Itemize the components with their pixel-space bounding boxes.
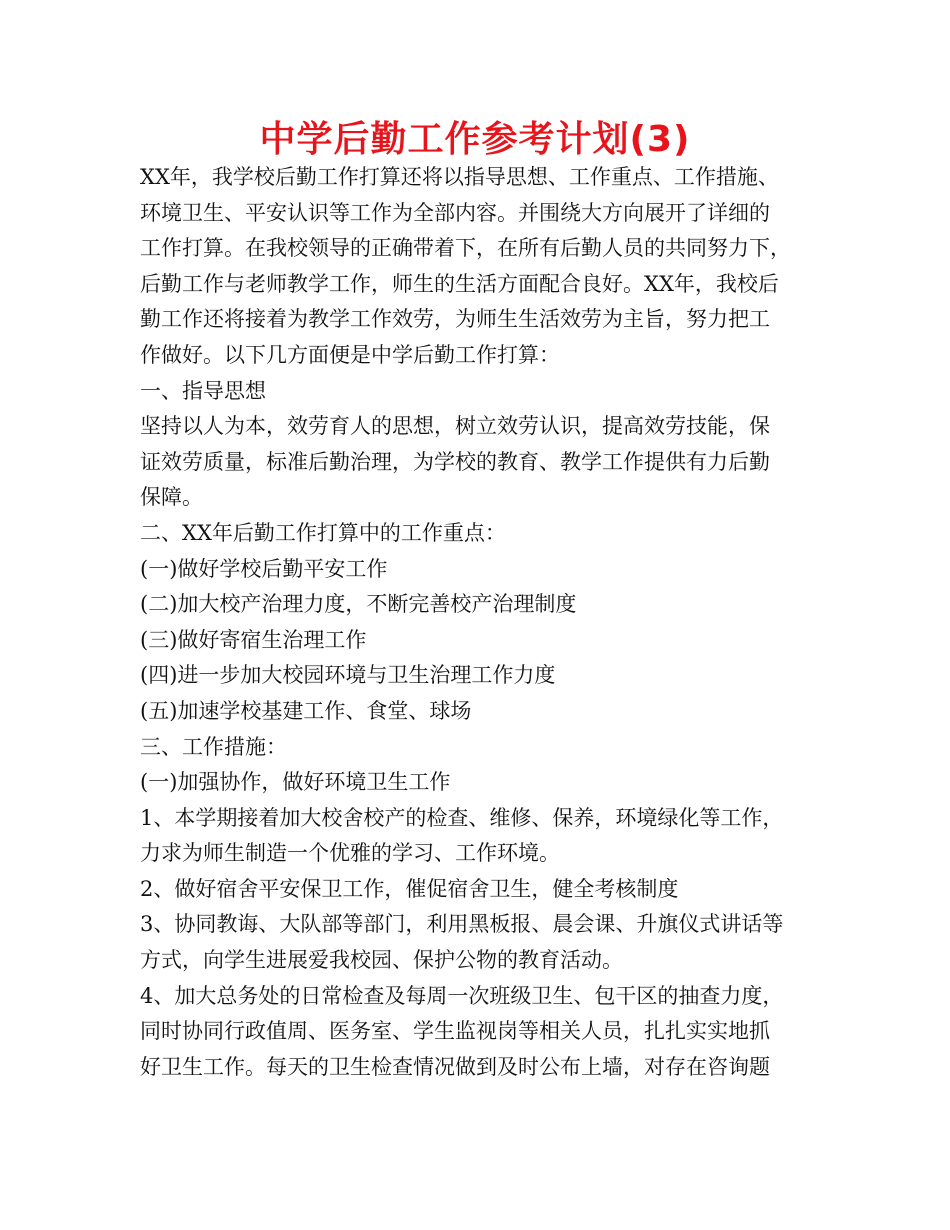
- body-line: 坚持以人为本，效劳育人的思想，树立效劳认识，提高效劳技能，保: [140, 414, 770, 439]
- body-line: 3、协同教诲、大队部等部门，利用黑板报、晨会课、升旗仪式讲话等: [140, 912, 784, 937]
- section-heading: 二、XX年后勤工作打算中的工作重点：: [140, 520, 506, 545]
- body-line: 作做好。以下几方面便是中学后勤工作打算：: [140, 342, 560, 367]
- section-heading: 三、工作措施：: [140, 734, 287, 759]
- body-line: 工作打算。在我校领导的正确带着下，在所有后勤人员的共同努力下，: [140, 236, 791, 261]
- body-line: 方式，向学生进展爱我校园、保护公物的教育活动。: [140, 948, 623, 973]
- body-line: 证效劳质量，标准后勤治理，为学校的教育、教学工作提供有力后勤: [140, 449, 770, 474]
- body-line: 力求为师生制造一个优雅的学习、工作环境。: [140, 841, 560, 866]
- body-line: 环境卫生、平安认识等工作为全部内容。并围绕大方向展开了详细的: [140, 200, 770, 225]
- body-line: XX年，我学校后勤工作打算还将以指导思想、工作重点、工作措施、: [140, 165, 779, 189]
- body-line: 2、做好宿舍平安保卫工作，催促宿舍卫生，健全考核制度: [140, 876, 679, 901]
- list-item: (三)做好寄宿生治理工作: [140, 627, 367, 652]
- body-line: 后勤工作与老师教学工作，师生的生活方面配合良好。XX年，我校后: [140, 271, 779, 296]
- body-line: 勤工作还将接着为教学工作效劳，为师生生活效劳为主旨，努力把工: [140, 307, 770, 332]
- document-body: [140, 160, 820, 1085]
- document-title: 中学后勤工作参考计划(3): [259, 119, 691, 160]
- body-line: 保障。: [140, 485, 203, 510]
- body-line: 1、本学期接着加大校舍校产的检查、维修、保养，环境绿化等工作，: [140, 805, 784, 830]
- list-item: (四)进一步加大校园环境与卫生治理工作力度: [140, 663, 556, 688]
- body-line: 4、加大总务处的日常检查及每周一次班级卫生、包干区的抽查力度，: [140, 983, 784, 1008]
- subsection-heading: (一)加强协作，做好环境卫生工作: [140, 770, 451, 795]
- list-item: (五)加速学校基建工作、食堂、球场: [140, 698, 472, 723]
- section-heading: 一、指导思想: [140, 378, 266, 403]
- body-line: 同时协同行政值周、医务室、学生监视岗等相关人员，扎扎实实地抓: [140, 1019, 770, 1044]
- body-line: 好卫生工作。每天的卫生检查情况做到及时公布上墙，对存在咨询题: [140, 1054, 770, 1079]
- list-item: (一)做好学校后勤平安工作: [140, 556, 388, 581]
- list-item: (二)加大校产治理力度，不断完善校产治理制度: [140, 592, 577, 617]
